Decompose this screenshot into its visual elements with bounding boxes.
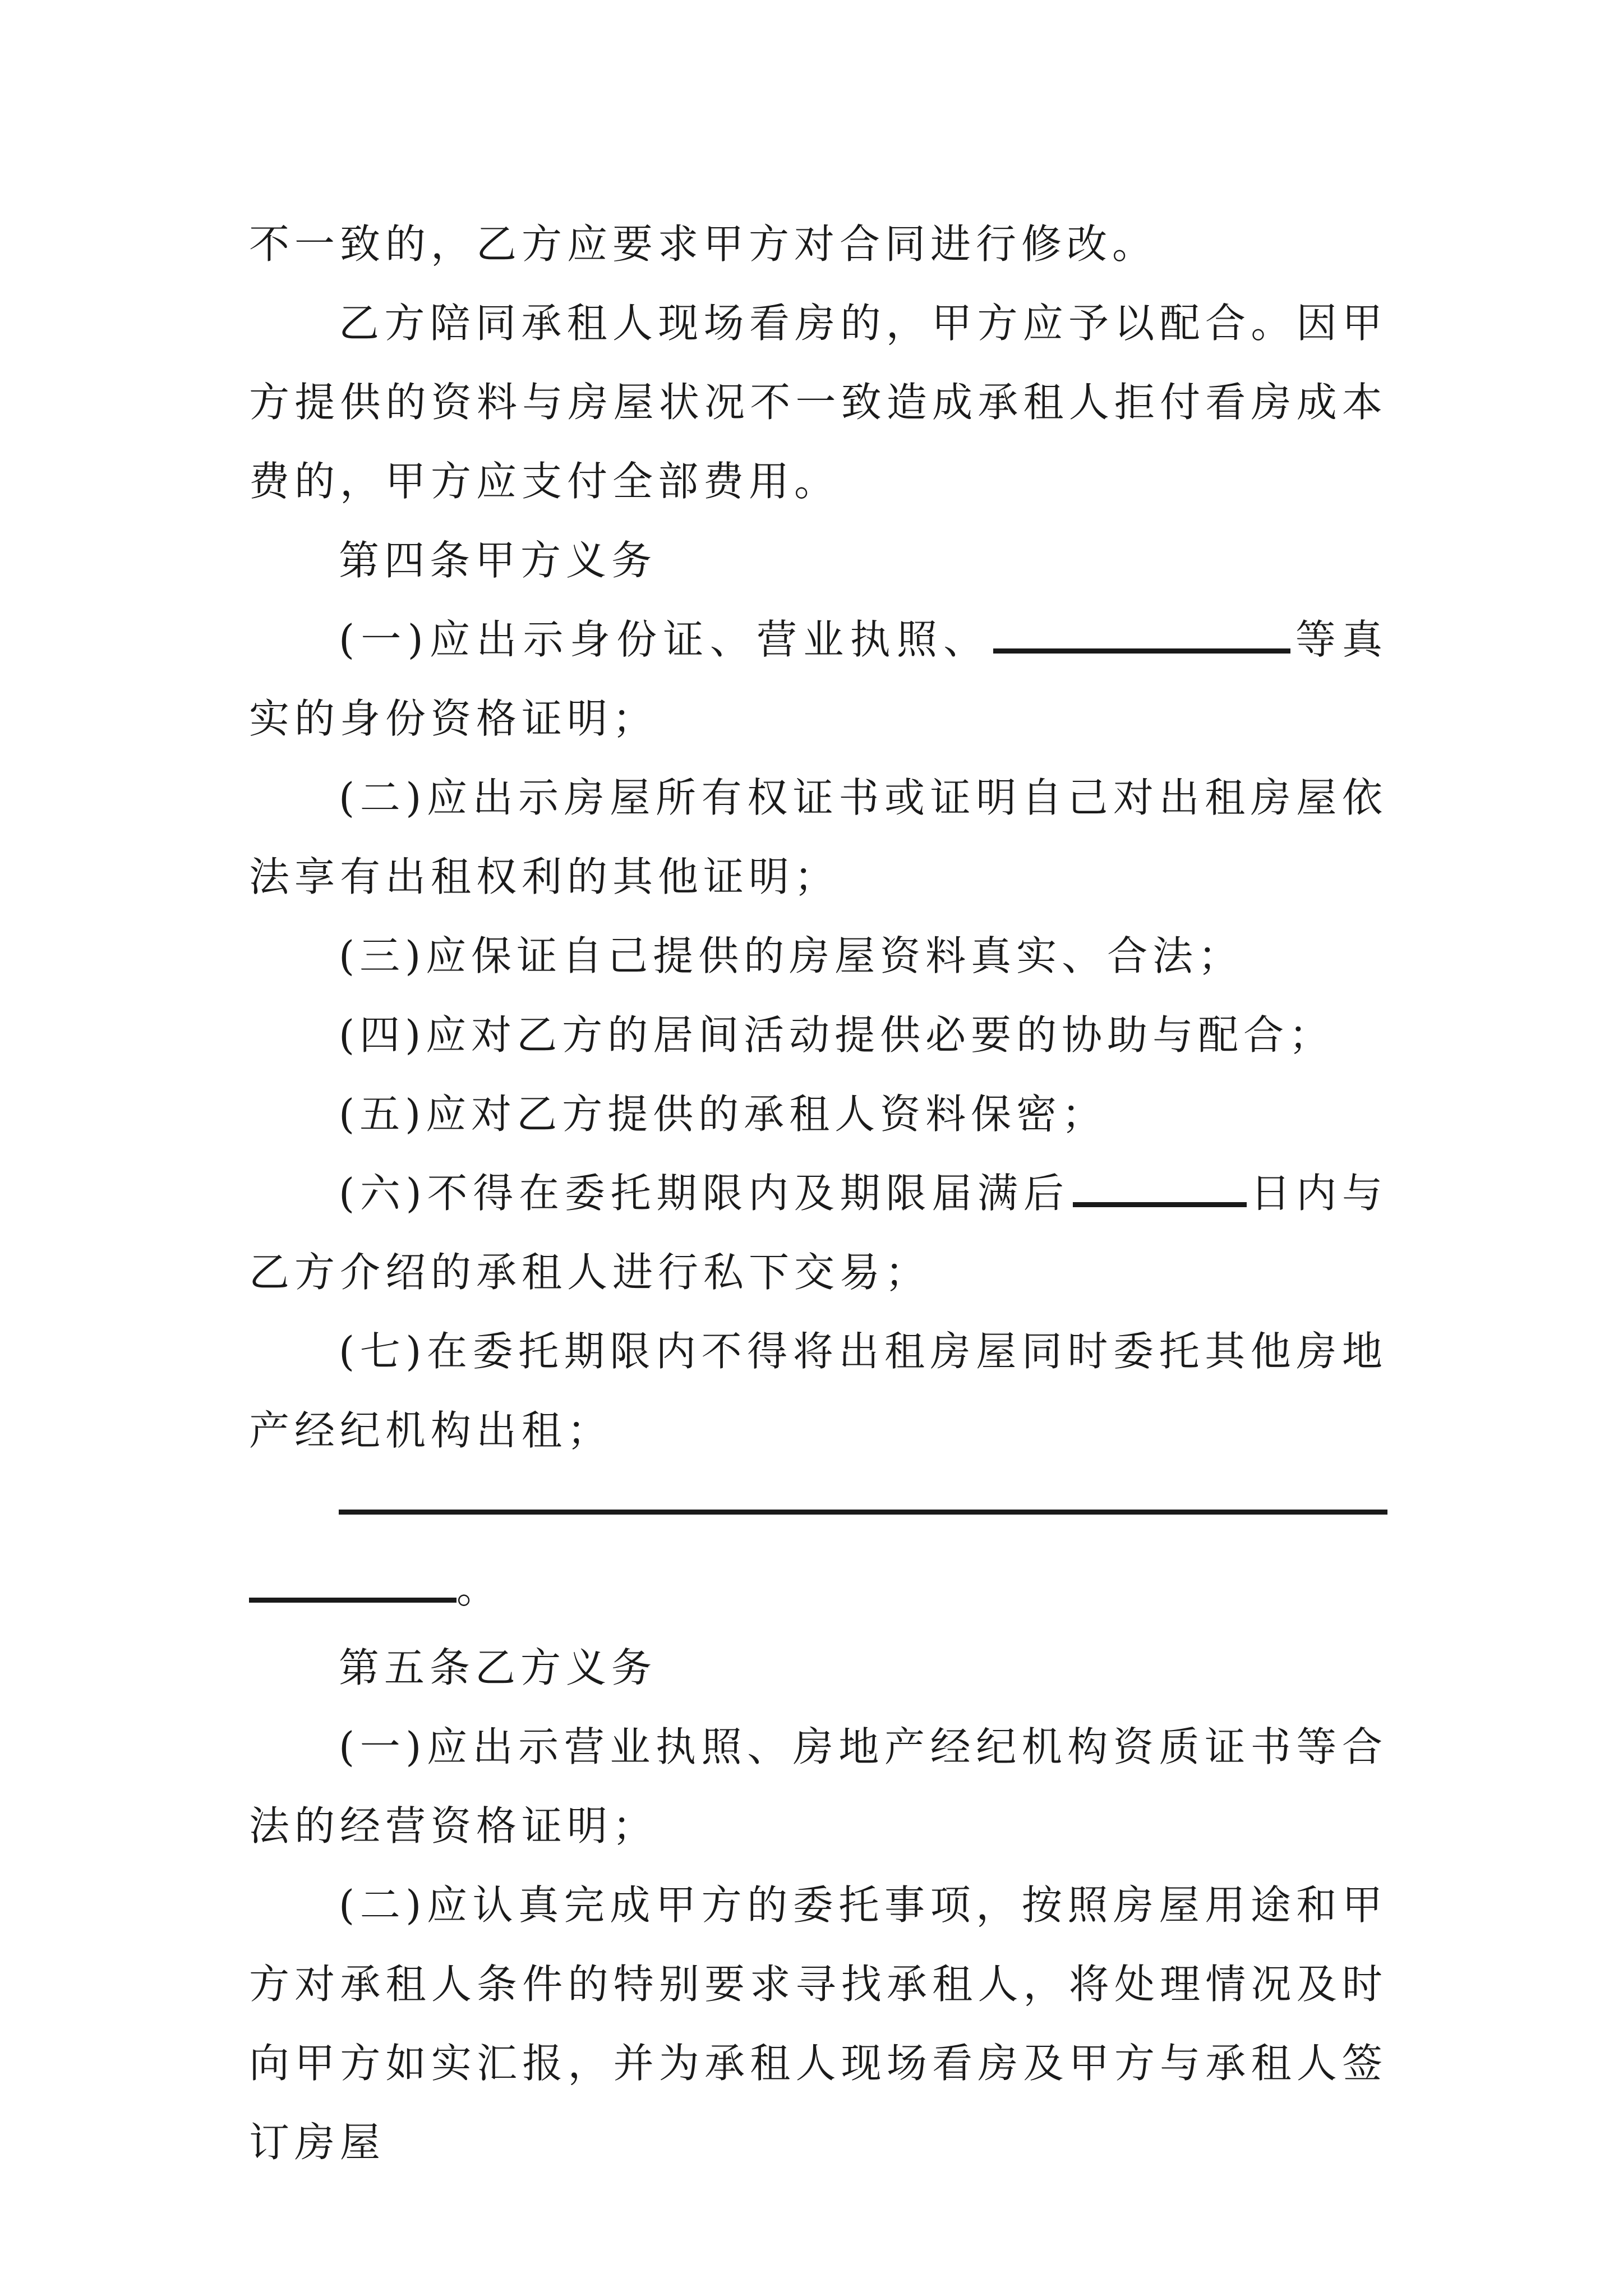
paragraph-party-b-duty-2: (二)应认真完成甲方的委托事项，按照房屋用途和甲方对承租人条件的特别要求寻找承租人，将处理情况及时向甲方如实汇报，并为承租人现场看房及甲方与承租人签订房屋 xyxy=(249,1881,1387,2166)
fill-in-blank-days[interactable] xyxy=(1073,1169,1247,1207)
duty-1-prefix: (一)应出示身份证、营业执照、 xyxy=(339,616,990,663)
duty-6-prefix: (六)不得在委托期限内及期限届满后 xyxy=(339,1170,1069,1217)
paragraph-party-b-duty-1: (一)应出示营业执照、房地产经纪机构资质证书等合法的经营资格证明； xyxy=(249,1723,1387,1849)
paragraph-party-a-duty-1 xyxy=(249,600,1387,758)
fill-in-blank[interactable] xyxy=(993,615,1290,654)
paragraph-party-a-duty-2: (二)应出示房屋所有权证书或证明自己对出租房屋依法享有出租权利的其他证明； xyxy=(249,774,1387,900)
paragraph-contract-correction: 不一致的，乙方应要求甲方对合同进行修改。 xyxy=(249,220,1158,268)
fill-in-blank-tail[interactable] xyxy=(249,1565,457,1603)
paragraph-party-a-duty-5: (五)应对乙方提供的承租人资料保密； xyxy=(339,1091,1108,1138)
blank-tail-period: 。 xyxy=(457,1565,502,1612)
duty-1-suffix: 等真实的身份资格证明； xyxy=(249,616,1387,742)
paragraph-blank-tail xyxy=(249,1549,1387,1628)
paragraph-viewing-cooperation: 乙方陪同承租人现场看房的，甲方应予以配合。因甲方提供的资料与房屋状况不一致造成承租人拒付看房成本费的，甲方应支付全部费用。 xyxy=(249,300,1387,505)
duty-6-suffix: 日内与乙方介绍的承租人进行私下交易； xyxy=(249,1170,1387,1296)
fill-in-blank-line[interactable] xyxy=(339,1510,1387,1515)
paragraph-party-a-duty-3: (三)应保证自己提供的房屋资料真实、合法； xyxy=(339,932,1244,979)
paragraph-party-a-duty-4: (四)应对乙方的居间活动提供必要的协助与配合； xyxy=(339,1011,1335,1059)
heading-article-5: 第五条乙方义务 xyxy=(339,1644,657,1691)
paragraph-party-a-duty-7: (七)在委托期限内不得将出租房屋同时委托其他房地产经纪机构出租； xyxy=(249,1328,1387,1454)
heading-article-4: 第四条甲方义务 xyxy=(339,537,657,584)
document-body xyxy=(249,205,1387,2182)
paragraph-party-a-duty-6 xyxy=(249,1154,1387,1312)
